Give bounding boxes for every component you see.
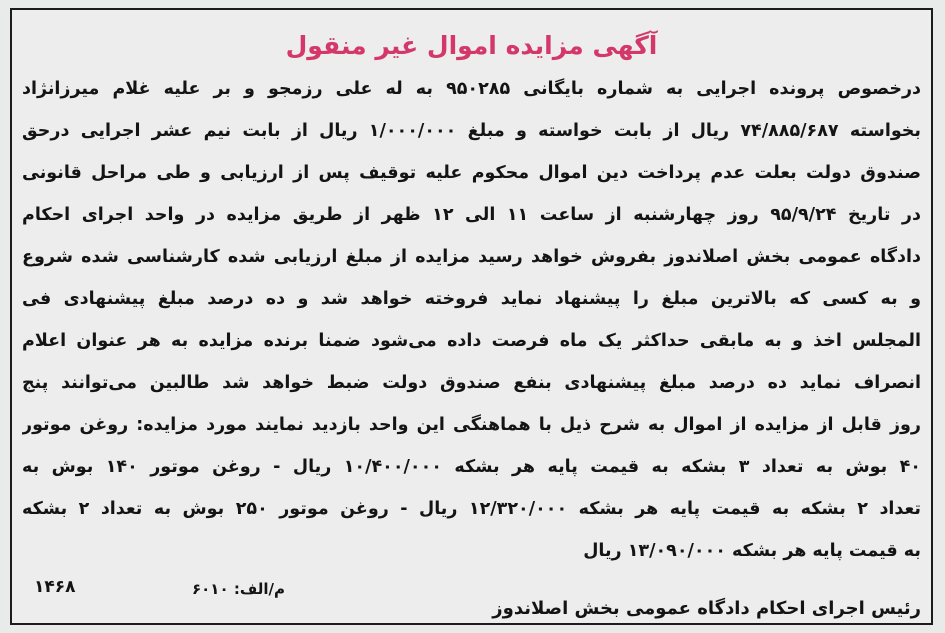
notice-line-6: و به کسی که بالاترین مبلغ را پیشنهاد نماید فروخته خواهد شد و ده درصد مبلغ پیشنهادی فی	[22, 289, 921, 309]
notice-line-10: ۴۰ بوش به تعداد ۳ بشکه به قیمت پایه هر بشکه ۱۰/۴۰۰/۰۰۰ ریال - روغن موتور ۱۴۰ بوش به	[22, 457, 921, 477]
notice-line-2: بخواسته ۷۴/۸۸۵/۶۸۷ ریال از بابت خواسته و مبلغ ۱/۰۰۰/۰۰۰ ریال از بابت نیم عشر اجرایی درحق	[22, 121, 921, 141]
notice-line-4: در تاریخ ۹۵/۹/۲۴ روز چهارشنبه از ساعت ۱۱ الی ۱۲ ظهر از طریق مزایده در واحد اجرای احکام	[22, 205, 921, 225]
notice-line-1: درخصوص پرونده اجرایی به شماره بایگانی ۹۵۰۲۸۵ به له علی رزمجو و بر علیه غلام میرزانژاد	[22, 79, 921, 99]
notice-box	[10, 8, 933, 625]
notice-line-7: المجلس اخذ و به مابقی حداکثر یک ماه فرصت داده می‌شود ضمنا برنده مزایده به هر عنوان اعلام	[22, 331, 921, 351]
signature: رئیس اجرای احکام دادگاه عمومی بخش اصلاندوز	[492, 598, 921, 619]
reference-code: م/الف: ۶۰۱۰	[192, 580, 285, 598]
notice-line-9: روز قابل از مزایده از اموال به شرح ذیل با هماهنگی این واحد بازدید نمایند مورد مزایده: روغن موتور	[22, 415, 921, 435]
notice-line-8: انصراف نماید ده درصد مبلغ پیشنهادی بنفع صندوق دولت ضبط خواهد شد طالبین می‌توانند پنج	[22, 373, 921, 393]
page-number: ۱۴۶۸	[34, 577, 76, 597]
notice-line-11: تعداد ۲ بشکه به قیمت پایه هر بشکه ۱۲/۳۲۰/۰۰۰ ریال - روغن موتور ۲۵۰ بوش به تعداد ۲ بشکه	[22, 499, 921, 519]
notice-line-3: صندوق دولت بعلت عدم پرداخت دین اموال محکوم علیه توقیف پس از ارزیابی و طی مراحل قانونی	[22, 163, 921, 183]
notice-line-5: دادگاه عمومی بخش اصلاندوز بفروش خواهد رسید مزایده از مبلغ ارزیابی شده کارشناسی شده شروع	[22, 247, 921, 267]
notice-title: آگهی مزایده اموال غیر منقول	[285, 31, 658, 60]
notice-line-12: به قیمت پایه هر بشکه ۱۳/۰۹۰/۰۰۰ ریال	[583, 541, 921, 561]
